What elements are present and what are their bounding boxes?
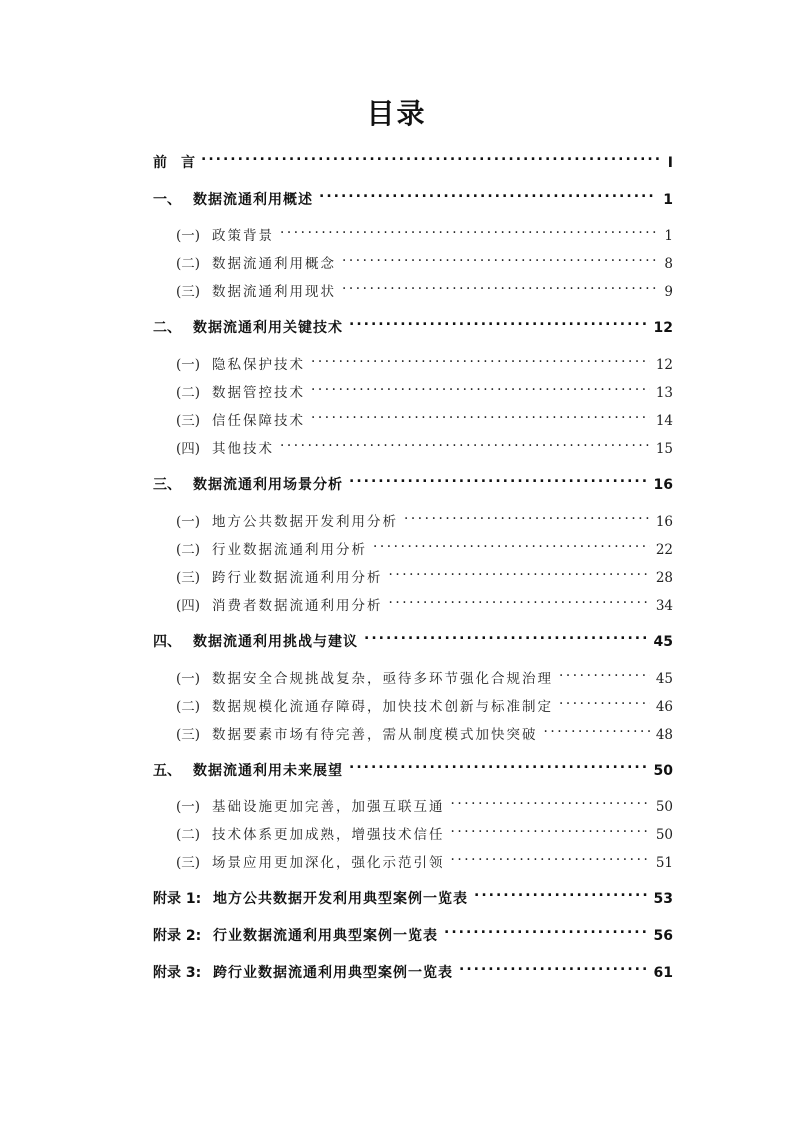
- toc-entry-page: 22: [655, 542, 673, 558]
- toc-entry-appendix-3[interactable]: [153, 955, 673, 981]
- toc-entry-number: 附录 3:: [153, 965, 202, 981]
- toc-entry-page: 1: [663, 192, 673, 208]
- toc-entry-number: (一): [176, 671, 201, 687]
- dot-leader: [280, 218, 658, 240]
- toc-entry-page: 51: [655, 855, 673, 871]
- toc-entry-label: 技术体系更加成熟，增强技术信任: [212, 827, 445, 843]
- toc-entry-number: (三): [176, 570, 201, 586]
- toc-entry-label: 数据安全合规挑战复杂，亟待多环节强化合规治理: [212, 671, 553, 687]
- toc-entry-section[interactable]: [176, 661, 673, 687]
- toc-entry-section[interactable]: [176, 347, 673, 373]
- toc-entry-chapter-4[interactable]: [153, 624, 673, 650]
- toc-entry-page: 16: [653, 477, 673, 493]
- toc-entry-page: 53: [653, 891, 673, 907]
- toc-entry-section[interactable]: [176, 717, 673, 743]
- toc-entry-page: 16: [655, 514, 673, 530]
- toc-entry-section[interactable]: [176, 532, 673, 558]
- dot-leader: [319, 182, 657, 204]
- toc-entry-page: 61: [653, 965, 673, 981]
- toc-entry-chapter-2[interactable]: [153, 310, 673, 336]
- toc-entry-section[interactable]: [176, 560, 673, 586]
- toc-entry-number: (三): [176, 284, 201, 300]
- dot-leader: [451, 789, 650, 811]
- dot-leader: [364, 624, 648, 646]
- dot-leader: [373, 532, 650, 554]
- dot-leader: [311, 375, 650, 397]
- dot-leader: [559, 689, 650, 711]
- toc-entry-number: (二): [176, 827, 201, 843]
- toc-entry-section[interactable]: [176, 817, 673, 843]
- toc-entry-chapter-5[interactable]: [153, 753, 673, 779]
- toc-entry-section[interactable]: [176, 431, 673, 457]
- toc-entry-label: 数据流通利用未来展望: [193, 763, 343, 779]
- dot-leader: [311, 403, 650, 425]
- toc-entry-label: 跨行业数据流通利用分析: [212, 570, 383, 586]
- toc-entry-label: 政策背景: [212, 228, 274, 244]
- dot-leader: [559, 661, 650, 683]
- toc-entry-label: 数据流通利用概述: [193, 192, 313, 208]
- toc-entry-number: (二): [176, 542, 201, 558]
- dot-leader: [342, 246, 658, 268]
- dot-leader: [311, 347, 650, 369]
- toc-entry-page: 50: [655, 827, 673, 843]
- toc-entry-number: (一): [176, 228, 201, 244]
- toc-entry-page: 15: [655, 441, 673, 457]
- dot-leader: [342, 274, 658, 296]
- dot-leader: [389, 588, 650, 610]
- toc-entry-section[interactable]: [176, 274, 673, 300]
- toc-entry-page: 1: [664, 228, 673, 244]
- toc-entry-section[interactable]: [176, 504, 673, 530]
- toc-entry-appendix-2[interactable]: [153, 918, 673, 944]
- dot-leader: [451, 817, 650, 839]
- toc-entry-label: 基础设施更加完善，加强互联互通: [212, 799, 445, 815]
- dot-leader: [201, 145, 662, 167]
- toc-entry-label: 数据管控技术: [212, 385, 305, 401]
- dot-leader: [280, 431, 650, 453]
- toc-entry-page: 45: [655, 671, 673, 687]
- dot-leader: [474, 881, 648, 903]
- page-title: 目录: [366, 97, 427, 130]
- toc-entry-page: 50: [655, 799, 673, 815]
- dot-leader: [451, 845, 650, 867]
- toc-entry-label: 数据流通利用场景分析: [193, 477, 343, 493]
- toc-entry-number: 二、: [153, 320, 181, 336]
- toc-entry-number: 附录 1:: [153, 891, 202, 907]
- toc-entry-page: 8: [664, 256, 673, 272]
- dot-leader: [404, 504, 650, 526]
- toc-entry-number: (二): [176, 256, 201, 272]
- toc-entry-section[interactable]: [176, 689, 673, 715]
- toc-entry-chapter-3[interactable]: [153, 467, 673, 493]
- toc-entry-label: 数据流通利用概念: [212, 256, 336, 272]
- dot-leader: [444, 918, 648, 940]
- toc-entry-preface[interactable]: [153, 145, 673, 171]
- toc-entry-appendix-1[interactable]: [153, 881, 673, 907]
- toc-entry-section[interactable]: [176, 218, 673, 244]
- toc-entry-page: 12: [655, 357, 673, 373]
- toc-entry-number: (二): [176, 385, 201, 401]
- toc-entry-section[interactable]: [176, 246, 673, 272]
- toc-entry-number: (四): [176, 598, 201, 614]
- toc-entry-label: 其他技术: [212, 441, 274, 457]
- toc-entry-page: 50: [653, 763, 673, 779]
- toc-entry-page: I: [667, 155, 673, 171]
- toc-entry-section[interactable]: [176, 375, 673, 401]
- toc-entry-page: 14: [655, 413, 673, 429]
- toc-entry-label: 数据要素市场有待完善，需从制度模式加快突破: [212, 727, 538, 743]
- toc-entry-number: (一): [176, 799, 201, 815]
- toc-entry-page: 56: [653, 928, 673, 944]
- toc-entry-number: (三): [176, 855, 201, 871]
- toc-entry-number: (二): [176, 699, 201, 715]
- toc-entry-label: 数据流通利用现状: [212, 284, 336, 300]
- toc-entry-label: 地方公共数据开发利用分析: [212, 514, 398, 530]
- toc-entry-label: 数据规模化流通存障碍，加快技术创新与标准制定: [212, 699, 553, 715]
- toc-entry-label: 信任保障技术: [212, 413, 305, 429]
- dot-leader: [349, 310, 648, 332]
- toc-entry-number: (四): [176, 441, 201, 457]
- toc-entry-page: 48: [655, 727, 673, 743]
- toc-entry-section[interactable]: [176, 845, 673, 871]
- toc-entry-number: (一): [176, 514, 201, 530]
- toc-entry-number: 五、: [153, 763, 181, 779]
- toc-entry-number: 三、: [153, 477, 181, 493]
- toc-entry-number: 前 言: [153, 155, 195, 171]
- toc-entry-number: 附录 2:: [153, 928, 202, 944]
- toc-entry-number: (一): [176, 357, 201, 373]
- toc-entry-chapter-1[interactable]: [153, 182, 673, 208]
- dot-leader: [349, 467, 648, 489]
- dot-leader: [459, 955, 648, 977]
- toc-entry-page: 12: [653, 320, 673, 336]
- toc-entry-label: 行业数据流通利用分析: [212, 542, 367, 558]
- toc-entry-number: (三): [176, 413, 201, 429]
- toc-entry-label: 场景应用更加深化，强化示范引领: [212, 855, 445, 871]
- toc-entry-number: 一、: [153, 192, 181, 208]
- toc-entry-section[interactable]: [176, 789, 673, 815]
- toc-entry-number: (三): [176, 727, 201, 743]
- dot-leader: [544, 717, 650, 739]
- toc-entry-page: 28: [655, 570, 673, 586]
- toc-entry-label: 跨行业数据流通利用典型案例一览表: [213, 965, 453, 981]
- dot-leader: [389, 560, 650, 582]
- toc-entry-section[interactable]: [176, 403, 673, 429]
- dot-leader: [349, 753, 648, 775]
- toc-entry-page: 45: [653, 634, 673, 650]
- toc-entry-label: 数据流通利用关键技术: [193, 320, 343, 336]
- toc-entry-page: 9: [664, 284, 673, 300]
- toc-entry-label: 行业数据流通利用典型案例一览表: [213, 928, 438, 944]
- toc-entry-label: 地方公共数据开发利用典型案例一览表: [213, 891, 468, 907]
- toc-entry-page: 34: [655, 598, 673, 614]
- toc-entry-page: 46: [655, 699, 673, 715]
- toc-entry-label: 隐私保护技术: [212, 357, 305, 373]
- toc-entry-label: 数据流通利用挑战与建议: [193, 634, 358, 650]
- toc-entry-section[interactable]: [176, 588, 673, 614]
- toc-entry-page: 13: [655, 385, 673, 401]
- toc-entry-number: 四、: [153, 634, 181, 650]
- toc-entry-label: 消费者数据流通利用分析: [212, 598, 383, 614]
